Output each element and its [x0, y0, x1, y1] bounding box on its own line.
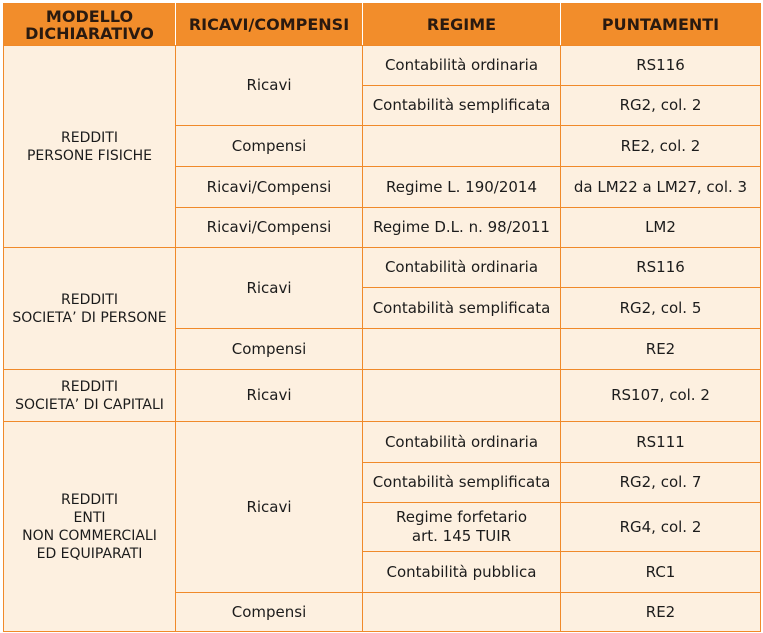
modello-societa-persone: REDDITI SOCIETA’ DI PERSONE	[4, 248, 176, 370]
header-row	[4, 4, 761, 46]
puntamenti-cell: RE2	[561, 329, 761, 370]
regime-cell	[363, 593, 561, 632]
header-modello: MODELLO DICHIARATIVO	[4, 4, 176, 46]
puntamenti-cell: RS116	[561, 248, 761, 288]
puntamenti-cell: RG2, col. 5	[561, 288, 761, 329]
table-row	[4, 422, 761, 463]
table-row	[4, 46, 761, 86]
puntamenti-cell: da LM22 a LM27, col. 3	[561, 167, 761, 208]
puntamenti-cell: RG2, col. 7	[561, 463, 761, 503]
tipo-cell: Ricavi	[176, 248, 363, 329]
tipo-cell: Compensi	[176, 593, 363, 632]
puntamenti-cell: RG4, col. 2	[561, 503, 761, 552]
table-row	[4, 370, 761, 422]
regime-cell: Regime forfetario art. 145 TUIR	[363, 503, 561, 552]
tipo-cell: Compensi	[176, 126, 363, 167]
regime-cell: Regime D.L. n. 98/2011	[363, 208, 561, 248]
tipo-cell: Ricavi	[176, 370, 363, 422]
regime-cell: Contabilità semplificata	[363, 463, 561, 503]
puntamenti-cell: RS107, col. 2	[561, 370, 761, 422]
puntamenti-cell: RC1	[561, 552, 761, 593]
tipo-cell: Compensi	[176, 329, 363, 370]
regime-cell	[363, 126, 561, 167]
regime-cell: Contabilità ordinaria	[363, 248, 561, 288]
tipo-cell: Ricavi	[176, 422, 363, 593]
puntamenti-cell: RE2	[561, 593, 761, 632]
regime-cell	[363, 329, 561, 370]
table-row	[4, 248, 761, 288]
puntamenti-cell: RS111	[561, 422, 761, 463]
tipo-cell: Ricavi/Compensi	[176, 167, 363, 208]
puntamenti-cell: RE2, col. 2	[561, 126, 761, 167]
regime-cell: Contabilità pubblica	[363, 552, 561, 593]
puntamenti-table	[3, 3, 761, 632]
header-regime: REGIME	[363, 4, 561, 46]
regime-cell: Regime L. 190/2014	[363, 167, 561, 208]
regime-cell	[363, 370, 561, 422]
modello-societa-capitali: REDDITI SOCIETA’ DI CAPITALI	[4, 370, 176, 422]
regime-cell: Contabilità semplificata	[363, 288, 561, 329]
regime-cell: Contabilità ordinaria	[363, 422, 561, 463]
modello-enti: REDDITI ENTI NON COMMERCIALI ED EQUIPARATI	[4, 422, 176, 632]
tipo-cell: Ricavi/Compensi	[176, 208, 363, 248]
header-ricavi-compensi: RICAVI/COMPENSI	[176, 4, 363, 46]
header-puntamenti: PUNTAMENTI	[561, 4, 761, 46]
regime-cell: Contabilità ordinaria	[363, 46, 561, 86]
puntamenti-cell: LM2	[561, 208, 761, 248]
modello-persone-fisiche: REDDITI PERSONE FISICHE	[4, 46, 176, 248]
tipo-cell: Ricavi	[176, 46, 363, 126]
puntamenti-cell: RG2, col. 2	[561, 86, 761, 126]
puntamenti-cell: RS116	[561, 46, 761, 86]
regime-cell: Contabilità semplificata	[363, 86, 561, 126]
